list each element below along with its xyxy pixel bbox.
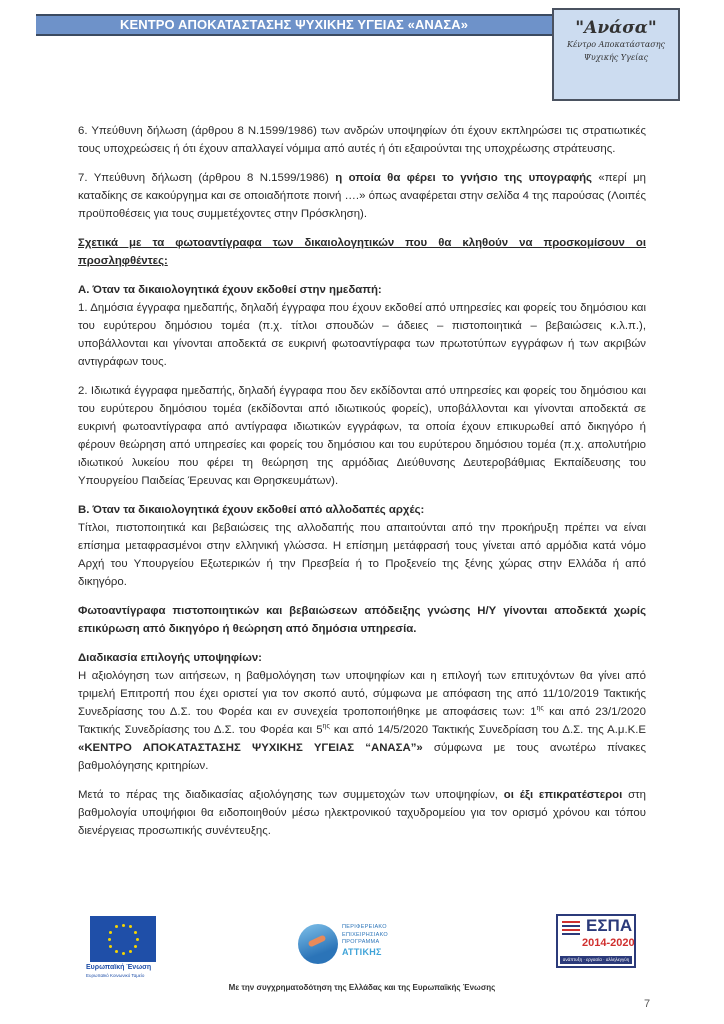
eu-label: Ευρωπαϊκή Ένωση — [86, 964, 152, 971]
eu-sublabel: Ευρωπαϊκό Κοινωνικό Ταμείο — [86, 973, 145, 978]
final-text-b: στη βαθμολογία υποψήφιοι θα ειδοποιηθούν μέσω ηλεκτρονικού ταχυδρομείου για τον ορισμό χρόνου και τόπου διενέργειας προσωπικής συνέντευξης. — [78, 789, 647, 837]
eu-star-icon — [122, 952, 125, 955]
final-text-bold: οι έξι επικρατέστεροι — [503, 789, 623, 801]
final-text-a: Μετά το πέρας της διαδικασίας αξιολόγησης των συμμετοχών των υποψηφίων, — [78, 789, 504, 801]
espa-title: ΕΣΠΑ — [586, 916, 633, 935]
eu-star-icon — [109, 945, 112, 948]
footer-logos — [0, 910, 724, 982]
logo-subtitle-2: Ψυχικής Υγείας — [583, 53, 649, 62]
copies-heading — [78, 234, 646, 270]
selection-text-a: Η αξιολόγηση των αιτήσεων, η βαθμολόγηση των υποψηφίων και η επιλογή των επιτυχόντων θα γίνει από τριμελή Επιτροπή που έχει οριστεί για τον σκοπό αυτό, σύμφωνα με απόφαση της από 11/10/2019 Τακτικής Συνεδρίασης του Δ.Σ. του Φορέα και εν συνεχεία τροποποιήθηκε με αποφάσεις των: 1 — [78, 670, 646, 718]
selection-text-b: και από 23/1/2020 Τακτικής Συνεδρίασης του Δ.Σ. του Φορέα και 5 — [78, 706, 646, 736]
item-6: 6. Υπεύθυνη δήλωση (άρθρου 8 Ν.1599/1986) των ανδρών υποψηφίων ότι έχουν εκπληρώσει τις στρατιωτικές τους υποχρεώσεις ή ότι έχουν απαλλαγεί νόμιμα από αυτές ή ότι εξαιρούνται της υποχρέωσης στράτευσης. — [78, 125, 646, 155]
espa-tagline: ανάπτυξη · εργασία · αλληλεγγύη — [560, 956, 632, 964]
eu-flag-icon — [90, 916, 156, 962]
item-7-bold: η οποία θα φέρει το γνήσιο της υπογραφής — [335, 172, 592, 184]
selection-org-name: «ΚΕΝΤΡΟ ΑΠΟΚΑΤΑΣΤΑΣΗΣ ΨΥΧΙΚΗΣ ΥΓΕΙΑΣ “ΑΝΑΣΑ”» — [78, 742, 423, 754]
eu-star-icon — [134, 945, 137, 948]
eu-star-icon — [115, 925, 118, 928]
pep-attica-text — [342, 924, 388, 957]
it-certificates-note: Φωτοαντίγραφα πιστοποιητικών και βεβαιώσεων απόδειξης γνώσης Η/Υ γίνονται αποδεκτά χωρίς επικύρωση από δικηγόρο ή θεώρηση από δημόσια υπηρεσία. — [78, 605, 646, 635]
item-7-text-a: 7. Υπεύθυνη δήλωση (άρθρου 8 Ν.1599/1986) — [78, 172, 336, 184]
eu-star-icon — [108, 938, 111, 941]
cofunding-note: Με την συγχρηματοδότηση της Ελλάδας και της Ευρωπαϊκής Ένωσης — [228, 983, 496, 992]
eu-star-icon — [129, 950, 132, 953]
section-a-heading: Α. Όταν τα δικαιολογητικά έχουν εκδοθεί στην ημεδαπή: — [78, 284, 382, 296]
header-bar — [36, 14, 552, 36]
eu-star-icon — [109, 931, 112, 934]
pep-attica-logo-icon — [298, 924, 338, 964]
espa-logo — [556, 914, 636, 968]
selection-text-d: σύμφωνα με τους ανωτέρω πίνακες βαθμολόγησης κριτηρίων. — [78, 742, 646, 772]
section-a-item-2: 2. Ιδιωτικά έγγραφα ημεδαπής, δηλαδή έγγραφα που δεν εκδίδονται από υπηρεσίες και φορείς του δημόσιου και του ευρύτερου δημόσιου τομέα (εκδίδονται από ιδιωτικούς φορείς), υποβάλλονται και γίνονται αποδεκτά σε ευκρινή φωτοαντίγραφα από αντίγραφα ιδιωτικών εγγράφων, τα οποία έχουν επικυρωθεί από δικηγόρο ή φέρουν θεώρηση από υπηρεσίες και φορείς του δημόσιου και του ευρύτερου δημόσιου τομέα (π.χ. απολυτήριο ιδιωτικού λυκείου που φέρει τη θεώρηση της αρμόδιας Διεύθυνσης Δευτεροβάθμιας Εκπαίδευσης του Υπουργείου Παιδείας Έρευνας και Θρησκευμάτων). — [78, 385, 646, 487]
eu-star-icon — [134, 931, 137, 934]
final-paragraph — [78, 786, 646, 840]
espa-years: 2014-2020 — [582, 937, 635, 949]
item-7 — [78, 169, 646, 223]
superscript-2: ης — [322, 723, 330, 731]
logo-subtitle-1: Κέντρο Αποκατάστασης — [567, 40, 665, 49]
selection-text — [78, 667, 646, 775]
selection-heading: Διαδικασία επιλογής υποψηφίων: — [78, 652, 262, 664]
pep-line-3: ΠΡΟΓΡΑΜΜΑ — [342, 939, 380, 945]
logo-name: "Ανάσα" — [575, 18, 657, 38]
item-7-text-c: «περί μη καταδίκης σε κακούργημα και σε οποιαδήποτε ποινή ….» όπως αναφέρεται στην σελίδα 4 της παρούσας (Λοιπές προϋποθέσεις για τους συμμετέχοντες στην Πρόσκληση). — [78, 172, 646, 220]
anasa-logo — [552, 8, 680, 101]
espa-waves-icon — [562, 921, 580, 935]
page-number: 7 — [644, 998, 651, 1010]
pep-line-4: ΑΤΤΙΚΗΣ — [342, 946, 382, 957]
section-b-text: Τίτλοι, πιστοποιητικά και βεβαιώσεις της αλλοδαπής που απαιτούνται από την προκήρυξη πρέπει να είναι επίσημα μεταφρασμένοι στην ελληνική γλώσσα. Η επίσημη μετάφρασή τους γίνεται από αρμόδια κατά νόμο Αρχή του Υπουργείου Εξωτερικών ή την Πρεσβεία ή το Προξενείο της ξένης χώρας στην Ελλάδα ή από δικηγόρο. — [78, 522, 646, 588]
selection-text-c: και από 14/5/2020 Τακτικής Συνεδρίαση του Δ.Σ. της Α.μ.Κ.Ε — [329, 724, 646, 736]
eu-star-icon — [115, 950, 118, 953]
section-a-item-1: 1. Δημόσια έγγραφα ημεδαπής, δηλαδή έγγραφα που έχουν εκδοθεί από υπηρεσίες και φορείς του δημόσιου και του ευρύτερου δημόσιου τομέα (π.χ. τίτλοι σπουδών – άδειες – πιστοποιητικά – βεβαιώσεις κ.λ.π.), υποβάλλονται και γίνονται αποδεκτά σε ευκρινή φωτοαντίγραφα των πρωτοτύπων εγγράφων ή των ακριβών αντιγράφων τους. — [78, 302, 646, 368]
document-body — [78, 122, 646, 851]
eu-star-icon — [129, 925, 132, 928]
pep-line-2: ΕΠΙΧΕΙΡΗΣΙΑΚΟ — [342, 931, 388, 938]
header-title: ΚΕΝΤΡΟ ΑΠΟΚΑΤΑΣΤΑΣΗΣ ΨΥΧΙΚΗΣ ΥΓΕΙΑΣ «ΑΝΑΣΑ» — [120, 17, 469, 32]
section-b-heading: Β. Όταν τα δικαιολογητικά έχουν εκδοθεί από αλλοδαπές αρχές: — [78, 504, 425, 516]
eu-star-icon — [122, 924, 125, 927]
pep-line-1: ΠΕΡΙΦΕΡΕΙΑΚΟ — [342, 924, 387, 930]
copies-heading-text: Σχετικά με τα φωτοαντίγραφα των δικαιολογητικών που θα κληθούν να προσκομίσουν οι προσληφθέντες: — [78, 237, 646, 267]
eu-star-icon — [136, 938, 139, 941]
superscript-1: ης — [536, 705, 544, 713]
